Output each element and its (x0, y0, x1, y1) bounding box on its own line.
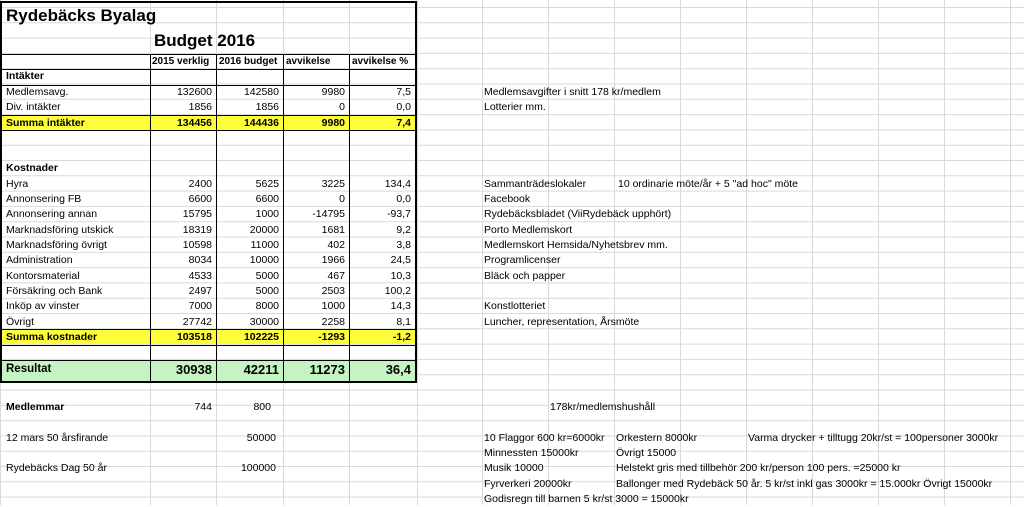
column-separator (216, 54, 217, 381)
cost-row-deviation-pct: 3,8 (396, 239, 411, 251)
members-note: 178kr/medlemshushåll (550, 401, 656, 414)
cost-note: Konstlotteriet (484, 300, 546, 313)
income-row-deviation: 0 (339, 101, 345, 114)
cost-row-deviation: 402 (327, 239, 345, 251)
income-total-deviation-pct: 7,4 (396, 116, 411, 129)
header-2015: 2015 verklig (152, 56, 210, 67)
cost-row-label: Annonsering annan (6, 208, 98, 221)
event-anniversary-label: 12 mars 50 årsfirande (6, 431, 109, 444)
cost-row-label: Annonsering FB (6, 193, 82, 206)
cost-total-label: Summa kostnader (6, 330, 98, 343)
event-note: 10 Flaggor 600 kr=6000kr (484, 431, 605, 444)
row-separator (0, 345, 417, 346)
table-border-right (415, 1, 417, 382)
cost-row-deviation: 0 (339, 193, 345, 206)
cost-row-deviation: 3225 (321, 177, 345, 190)
row-separator (0, 115, 417, 116)
cost-row-deviation-pct: 14,3 (390, 300, 411, 313)
cost-row-2015: 8034 (188, 254, 212, 267)
cost-row-deviation-pct: 8,1 (396, 315, 411, 328)
cost-row-deviation-pct: 134,4 (384, 177, 411, 190)
org-name: Rydebäcks Byalag (6, 6, 157, 25)
row-separator (0, 329, 417, 330)
cost-row-label: Kontorsmaterial (6, 269, 80, 282)
column-separator (349, 54, 350, 381)
income-row-2015: 132600 (176, 86, 212, 98)
header-2016: 2016 budget (219, 56, 278, 67)
income-row-label: Div. intäkter (6, 101, 61, 114)
cost-note: Porto Medlemskort (484, 223, 573, 236)
table-border-top (0, 1, 417, 3)
cost-row-2015: 7000 (188, 300, 212, 313)
row-separator (0, 85, 417, 86)
income-note: Lotterier mm. (484, 101, 546, 114)
cost-row-2016: 8000 (255, 300, 279, 313)
members-label: Medlemmar (6, 401, 65, 414)
cost-note: Facebook (484, 193, 531, 206)
members-2016: 800 (253, 401, 271, 414)
row-separator (0, 130, 417, 131)
cost-row-2016: 6600 (255, 193, 279, 206)
cost-row-deviation-pct: 0,0 (396, 193, 411, 206)
result-label: Resultat (6, 362, 52, 375)
table-border-bottom (0, 381, 417, 383)
income-row-label: Medlemsavg. (6, 86, 69, 98)
result-deviation-pct: 36,4 (385, 361, 411, 377)
cost-row-deviation: 1000 (321, 300, 345, 313)
income-heading: Intäkter (6, 70, 44, 82)
cost-row-2015: 18319 (182, 223, 212, 236)
income-row-2016: 1856 (255, 101, 279, 114)
event-note: Orkestern 8000kr (616, 431, 698, 444)
event-note: Godisregn till barnen 5 kr/st 3000 = 15000kr (484, 492, 689, 505)
event-note: Varma drycker + tilltugg 20kr/st = 100personer 3000kr (748, 431, 999, 444)
cost-row-2015: 4533 (188, 269, 212, 282)
cost-row-deviation: 2503 (321, 284, 345, 297)
row-separator (0, 360, 417, 361)
cost-note: Programlicenser (484, 254, 561, 267)
column-separator (283, 54, 284, 381)
cost-note: Sammanträdeslokaler (484, 177, 587, 190)
event-note: Musik 10000 (484, 462, 544, 475)
income-row-deviation: 9980 (321, 86, 345, 98)
cost-row-2016: 10000 (249, 254, 279, 267)
result-deviation: 11273 (309, 361, 345, 377)
cost-row-2015: 10598 (182, 239, 212, 251)
cost-row-2015: 15795 (182, 208, 212, 221)
event-note: Övrigt 15000 (616, 447, 677, 460)
cost-row-2016: 11000 (250, 239, 279, 251)
event-note: Minnessten 15000kr (484, 447, 579, 460)
cost-row-deviation: 1681 (321, 223, 345, 236)
cost-row-deviation: -14795 (312, 208, 345, 221)
cost-row-deviation-pct: 9,2 (396, 223, 411, 236)
cost-row-deviation: 1966 (321, 254, 345, 267)
cost-total-deviation-pct: -1,2 (392, 330, 411, 343)
cost-row-2016: 1000 (255, 208, 279, 221)
income-row-2015: 1856 (188, 101, 212, 114)
cost-total-2016: 102225 (243, 330, 279, 343)
event-anniversary-budget: 50000 (246, 431, 276, 444)
cost-note: Medlemskort Hemsida/Nyhetsbrev mm. (484, 239, 668, 251)
cost-row-2015: 2400 (188, 177, 212, 190)
income-row-deviation-pct: 0,0 (396, 101, 411, 114)
cost-row-2016: 30000 (249, 315, 279, 328)
cost-row-label: Inköp av vinster (6, 300, 80, 313)
cost-total-2015: 103518 (176, 330, 212, 343)
header-deviation: avvikelse (286, 56, 331, 67)
cost-note: Rydebäcksbladet (ViiRydebäck upphört) (484, 208, 672, 221)
page-title: Budget 2016 (154, 31, 256, 50)
row-separator (0, 69, 417, 70)
cost-row-deviation-pct: 100,2 (384, 284, 411, 297)
cost-row-label: Hyra (6, 177, 29, 190)
cost-row-label: Marknadsföring utskick (6, 223, 114, 236)
result-2015: 30938 (175, 361, 212, 377)
cost-row-label: Försäkring och Bank (6, 284, 103, 297)
cost-row-2016: 5000 (255, 284, 279, 297)
cost-note-extra: 10 ordinarie möte/år + 5 "ad hoc" möte (618, 177, 798, 190)
cost-row-2015: 6600 (188, 193, 212, 206)
column-separator (150, 54, 151, 381)
cost-total-deviation: -1293 (318, 330, 345, 343)
cost-row-2016: 20000 (249, 223, 279, 236)
cost-note: Bläck och papper (484, 269, 566, 282)
cost-row-deviation-pct: -93,7 (387, 208, 411, 221)
cost-row-2016: 5000 (255, 269, 279, 282)
cost-row-2016: 5625 (255, 177, 279, 190)
members-2015: 744 (194, 401, 212, 414)
result-2016: 42211 (243, 361, 279, 377)
event-note: Ballonger med Rydebäck 50 år. 5 kr/st inkl gas 3000kr = 15.000kr Övrigt 15000kr (616, 477, 993, 490)
cost-row-label: Administration (6, 254, 73, 267)
event-day-label: Rydebäcks Dag 50 år (6, 462, 107, 475)
cost-note: Luncher, representation, Årsmöte (484, 315, 640, 328)
row-separator (0, 54, 417, 55)
cost-row-deviation-pct: 24,5 (390, 254, 411, 267)
table-border-left (0, 1, 2, 382)
cost-row-2015: 2497 (188, 284, 212, 297)
header-deviation-pct: avvikelse % (352, 56, 409, 67)
event-note: Fyrverkeri 20000kr (484, 477, 572, 490)
cost-row-2015: 27742 (182, 315, 212, 328)
income-row-2016: 142580 (243, 86, 279, 98)
cost-row-label: Marknadsföring övrigt (6, 239, 107, 251)
income-row-deviation-pct: 7,5 (396, 86, 411, 98)
cost-row-deviation: 2258 (321, 315, 345, 328)
event-note: Helstekt gris med tillbehör 200 kr/person 100 pers. =25000 kr (616, 462, 901, 475)
cost-row-label: Övrigt (6, 315, 35, 328)
cost-row-deviation-pct: 10,3 (390, 269, 411, 282)
income-total-2015: 134456 (176, 116, 212, 129)
income-total-label: Summa intäkter (6, 116, 85, 129)
income-total-2016: 144436 (243, 116, 279, 129)
cost-heading: Kostnader (6, 162, 58, 174)
event-day-budget: 100000 (240, 462, 276, 475)
income-note: Medlemsavgifter i snitt 178 kr/medlem (484, 86, 661, 98)
income-total-deviation: 9980 (321, 116, 345, 129)
cost-row-deviation: 467 (327, 269, 345, 282)
